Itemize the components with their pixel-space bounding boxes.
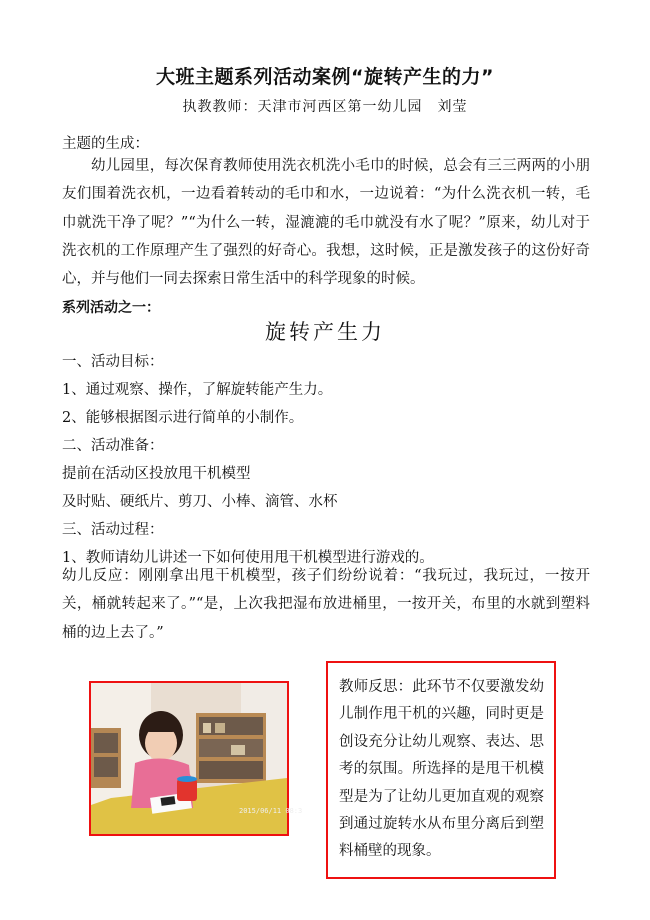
child-photo-illustration [91,683,303,834]
process-item-1: 1、教师请幼儿讲述一下如何使用甩干机模型进行游戏的。 [62,550,434,566]
teacher-reflection-text [339,674,544,866]
goal-item-1: 1、通过观察、操作，了解旋转能产生力。 [62,382,333,398]
teacher-reflection-box [326,661,556,879]
activity-title: 旋转产生力 [265,320,385,344]
process-heading: 三、活动过程： [62,522,164,538]
goal-heading: 一、活动目标： [62,354,164,370]
activity-photo [89,681,303,836]
reflection-label: 教师反思： [339,679,413,695]
prep-item-2: 及时贴、硬纸片、剪刀、小棒、滴管、水杯 [62,494,338,510]
reflection-body: 此环节不仅要激发幼儿制作甩干机的兴趣，同时更是创设充分让幼儿观察、表达、思考的氛围。所选择的是甩干机模型是为了让幼儿更加直观的观察到通过旋转水从布里分离后到塑料桶壁的现象。 [339,679,545,860]
origin-paragraph: 幼儿园里，每次保育教师使用洗衣机洗小毛巾的时候，总会有三三两两的小朋友们围着洗衣机，一边看着转动的毛巾和水，一边说着：“为什么洗衣机一转，毛巾就洗干净了呢？”“为什么一转，湿漉漉的毛巾就没有水了呢？”原来，幼儿对于洗衣机的工作原理产生了强烈的好奇心。我想，这时候，正是激发孩子的这份好奇心，并与他们一同去探索日常生活中的科学现象的时候。 [62,158,590,288]
child-reaction-paragraph: 幼儿反应：刚刚拿出甩干机模型，孩子们纷纷说着：“我玩过，我玩过，一按开关，桶就转起来了。”“是，上次我把湿布放进桶里，一按开关，布里的水就到塑料桶的边上去了。” [62,568,590,641]
document-title: 大班主题系列活动案例“旋转产生的力” [156,66,494,88]
prep-item-1: 提前在活动区投放甩干机模型 [62,466,251,482]
goal-item-2: 2、能够根据图示进行简单的小制作。 [62,410,304,426]
section-origin-heading: 主题的生成： [62,136,149,152]
series-label: 系列活动之一： [62,300,160,316]
teacher-byline: 执教教师：天津市河西区第一幼儿园 刘莹 [182,99,468,115]
photo-date-stamp: 2015/06/11 08:3 [239,807,303,815]
prep-heading: 二、活动准备： [62,438,164,454]
